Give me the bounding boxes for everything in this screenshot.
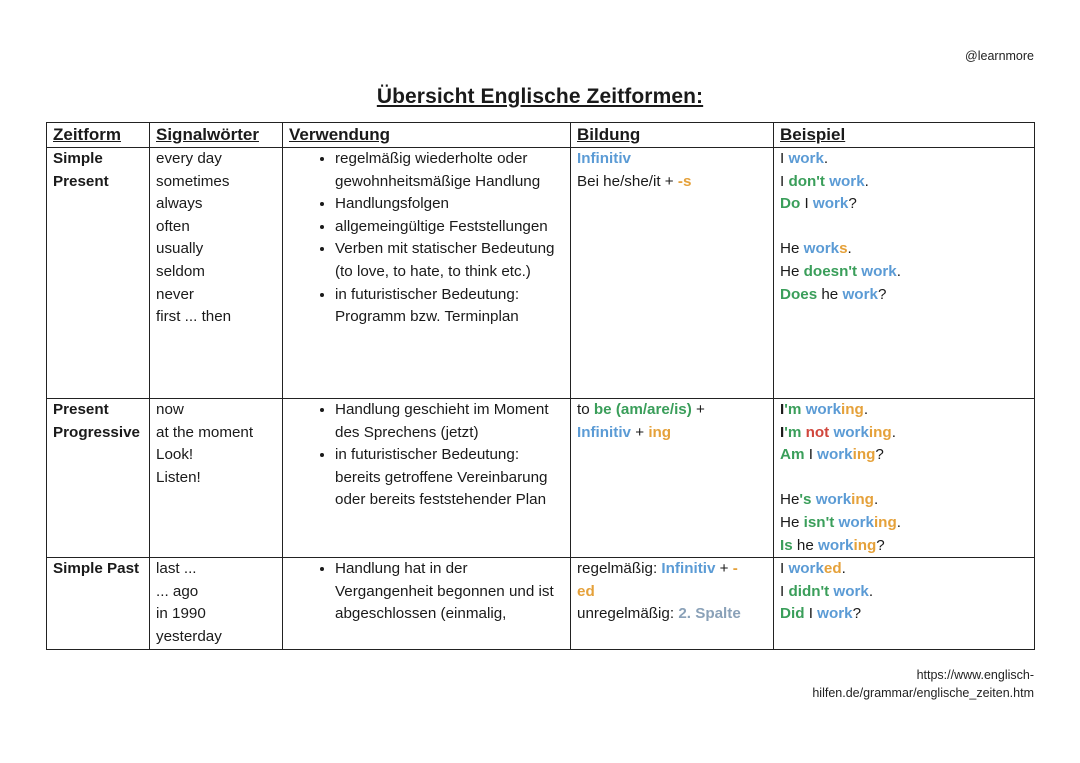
page-title: Übersicht Englische Zeitformen: xyxy=(376,85,704,108)
signal-word: often xyxy=(156,217,190,235)
signal-word: always xyxy=(156,195,203,213)
example-sentence: I worked. xyxy=(780,560,846,578)
usage-item: • allgemeingültige Feststellungen xyxy=(335,216,566,239)
examples-cell xyxy=(774,399,1035,558)
formation-rule: unregelmäßig: 2. Spalte xyxy=(577,605,741,623)
usage-item: • in futuristischer Bedeutung: bereits getroffene Vereinbarung oder bereits feststehender Plan xyxy=(335,444,566,512)
formation-rule: regelmäßig: Infinitiv + - xyxy=(577,560,738,578)
signal-word: never xyxy=(156,285,194,303)
signal-word: in 1990 xyxy=(156,605,206,623)
source-url xyxy=(812,666,1034,702)
signal-words-cell xyxy=(150,558,283,649)
signal-word: yesterday xyxy=(156,627,222,645)
header-signalwoerter: Signalwörter xyxy=(150,123,283,148)
source-url-line: https://www.englisch- xyxy=(916,668,1034,682)
usage-cell xyxy=(283,558,571,649)
example-sentence: Do I work? xyxy=(780,195,857,213)
usage-list xyxy=(289,558,566,626)
tense-cell xyxy=(47,399,150,558)
example-sentence: Did I work? xyxy=(780,605,862,623)
signal-word: seldom xyxy=(156,262,205,280)
tense-name: Present xyxy=(53,172,109,190)
signal-word: at the moment xyxy=(156,423,254,441)
tense-name: Progressive xyxy=(53,423,140,441)
usage-cell xyxy=(283,148,571,399)
header-verwendung: Verwendung xyxy=(283,123,571,148)
formation-cell xyxy=(571,399,774,558)
example-sentence: I don't work. xyxy=(780,172,869,190)
examples-cell xyxy=(774,148,1035,399)
example-sentence: He's working. xyxy=(780,491,879,509)
table-row-simple-past xyxy=(47,558,1035,649)
header-zeitform: Zeitform xyxy=(47,123,150,148)
usage-item: • Handlung geschieht im Moment des Sprechens (jetzt) xyxy=(335,399,566,444)
example-sentence: I'm working. xyxy=(780,401,869,418)
example-sentence: Is he working? xyxy=(780,536,885,554)
usage-item: • Handlung hat in der Vergangenheit begonnen und ist abgeschlossen (einmalig, xyxy=(335,558,566,626)
spacer xyxy=(780,216,1030,239)
table-row-simple-present xyxy=(47,148,1035,399)
tenses-table xyxy=(46,122,1035,650)
example-sentence: I'm not working. xyxy=(780,423,896,441)
tense-name: Present xyxy=(53,401,109,418)
tense-cell xyxy=(47,558,150,649)
examples-cell xyxy=(774,558,1035,649)
signal-word: every day xyxy=(156,150,222,167)
usage-item: • Verben mit statischer Bedeutung (to love, to hate, to think etc.) xyxy=(335,238,566,283)
signal-word: last ... xyxy=(156,560,197,578)
formation-cell xyxy=(571,148,774,399)
signal-word: Listen! xyxy=(156,468,201,486)
signal-word: first ... then xyxy=(156,308,232,326)
example-sentence: Does he work? xyxy=(780,285,887,303)
formation-cell xyxy=(571,558,774,649)
signal-words-cell xyxy=(150,399,283,558)
usage-list xyxy=(289,148,566,329)
usage-cell xyxy=(283,399,571,558)
example-sentence: I didn't work. xyxy=(780,582,874,600)
watermark-handle: @learnmore xyxy=(965,49,1034,63)
header-beispiel: Beispiel xyxy=(774,123,1035,148)
table-header-row xyxy=(47,123,1035,148)
formation-suffix: ed xyxy=(577,582,595,600)
example-sentence: I work. xyxy=(780,150,829,167)
tense-cell xyxy=(47,148,150,399)
formation-rule: Bei he/she/it + -s xyxy=(577,172,692,190)
usage-item: • Handlungsfolgen xyxy=(335,193,566,216)
signal-word: sometimes xyxy=(156,172,230,190)
signal-words-cell xyxy=(150,148,283,399)
signal-word: usually xyxy=(156,240,204,258)
table-row-present-progressive xyxy=(47,399,1035,558)
usage-item: • in futuristischer Bedeutung: Programm bzw. Terminplan xyxy=(335,284,566,329)
formation-base: Infinitiv xyxy=(577,150,631,167)
tense-name: Simple xyxy=(53,150,103,167)
header-bildung: Bildung xyxy=(571,123,774,148)
usage-item: • regelmäßig wiederholte oder gewohnheitsmäßige Handlung xyxy=(335,148,566,193)
example-sentence: He isn't working. xyxy=(780,513,901,531)
signal-word: Look! xyxy=(156,446,194,464)
tense-name: Simple Past xyxy=(53,560,140,578)
example-sentence: He doesn't work. xyxy=(780,262,901,280)
formation-rule: Infinitiv + ing xyxy=(577,423,672,441)
spacer xyxy=(780,467,1030,490)
example-sentence: Am I working? xyxy=(780,446,884,464)
signal-word: ... ago xyxy=(156,582,199,600)
example-sentence: He works. xyxy=(780,240,852,258)
usage-list xyxy=(289,399,566,512)
source-url-line: hilfen.de/grammar/englische_zeiten.htm xyxy=(812,686,1034,700)
signal-word: now xyxy=(156,401,184,418)
formation-rule: to be (am/are/is) + xyxy=(577,401,705,418)
